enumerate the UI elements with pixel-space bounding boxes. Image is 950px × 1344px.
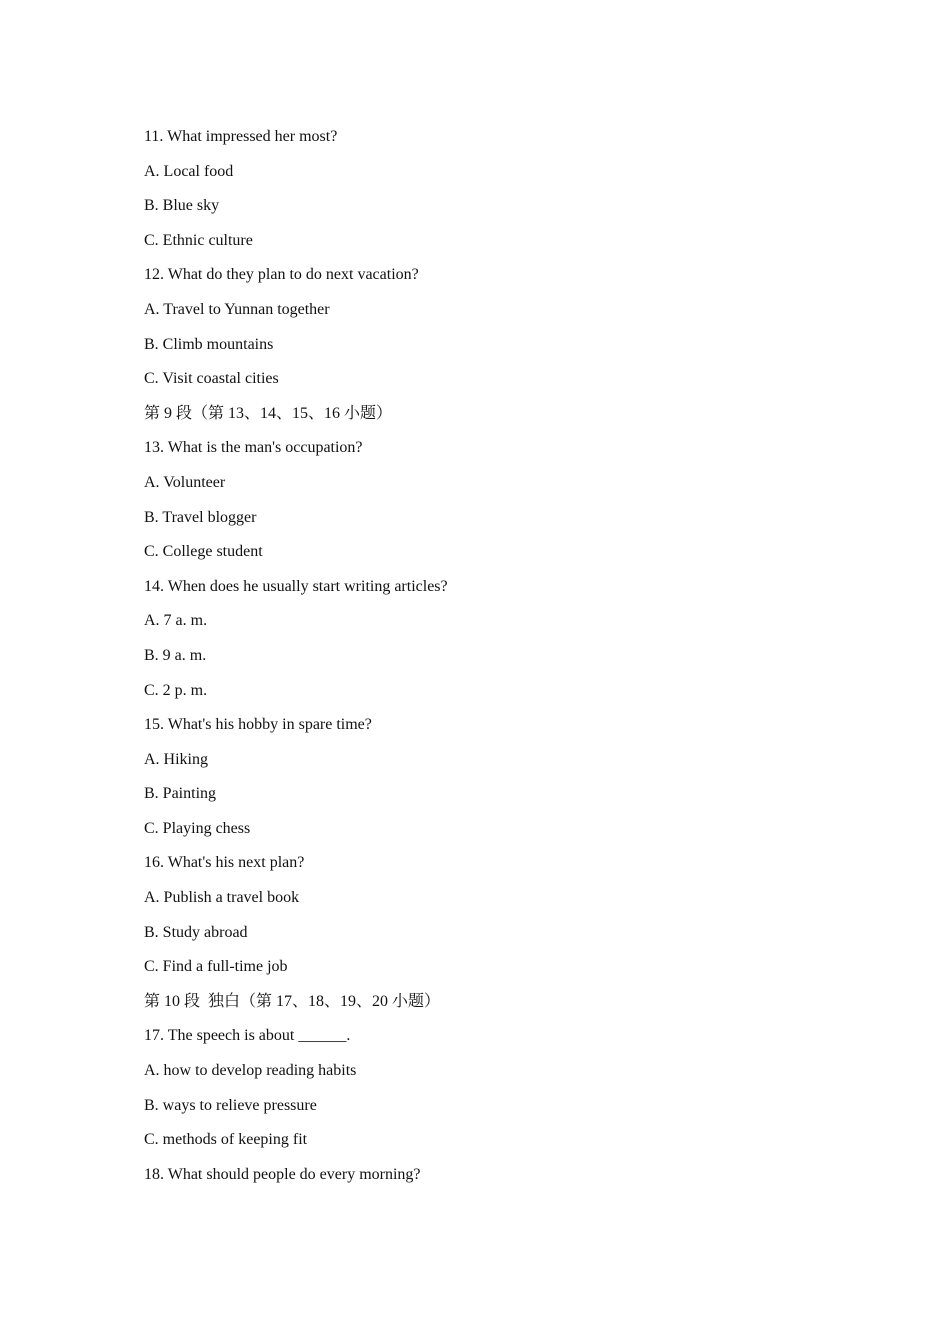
section-heading-10: 第 10 段 独白（第 17、18、19、20 小题） [144, 992, 441, 1010]
option-14-c: C. 2 p. m. [144, 681, 208, 699]
option-16-c: C. Find a full-time job [144, 958, 288, 976]
question-16: 16. What's his next plan? [144, 854, 305, 872]
question-14: 14. When does he usually start writing articles? [144, 577, 448, 595]
option-11-b: B. Blue sky [144, 197, 220, 215]
option-16-b: B. Study abroad [144, 923, 248, 941]
option-11-c: C. Ethnic culture [144, 231, 253, 249]
option-17-a: A. how to develop reading habits [144, 1062, 357, 1080]
option-12-a: A. Travel to Yunnan together [144, 300, 330, 318]
option-15-b: B. Painting [144, 785, 217, 803]
option-14-b: B. 9 a. m. [144, 646, 207, 664]
question-13: 13. What is the man's occupation? [144, 439, 363, 457]
question-17: 17. The speech is about ______. [144, 1027, 351, 1045]
option-12-c: C. Visit coastal cities [144, 370, 279, 388]
option-13-b: B. Travel blogger [144, 508, 257, 526]
question-list [144, 127, 844, 1199]
option-13-c: C. College student [144, 543, 263, 561]
option-12-b: B. Climb mountains [144, 335, 274, 353]
question-18: 18. What should people do every morning? [144, 1165, 421, 1183]
option-17-b: B. ways to relieve pressure [144, 1096, 317, 1114]
option-14-a: A. 7 a. m. [144, 612, 208, 630]
question-12: 12. What do they plan to do next vacation? [144, 266, 419, 284]
option-16-a: A. Publish a travel book [144, 889, 300, 907]
question-11: 11. What impressed her most? [144, 128, 338, 145]
option-17-c: C. methods of keeping fit [144, 1131, 308, 1149]
option-15-c: C. Playing chess [144, 819, 251, 837]
section-heading-9: 第 9 段（第 13、14、15、16 小题） [144, 404, 393, 422]
option-15-a: A. Hiking [144, 750, 208, 768]
option-11-a: A. Local food [144, 162, 234, 180]
question-15: 15. What's his hobby in spare time? [144, 716, 372, 734]
option-13-a: A. Volunteer [144, 473, 226, 491]
